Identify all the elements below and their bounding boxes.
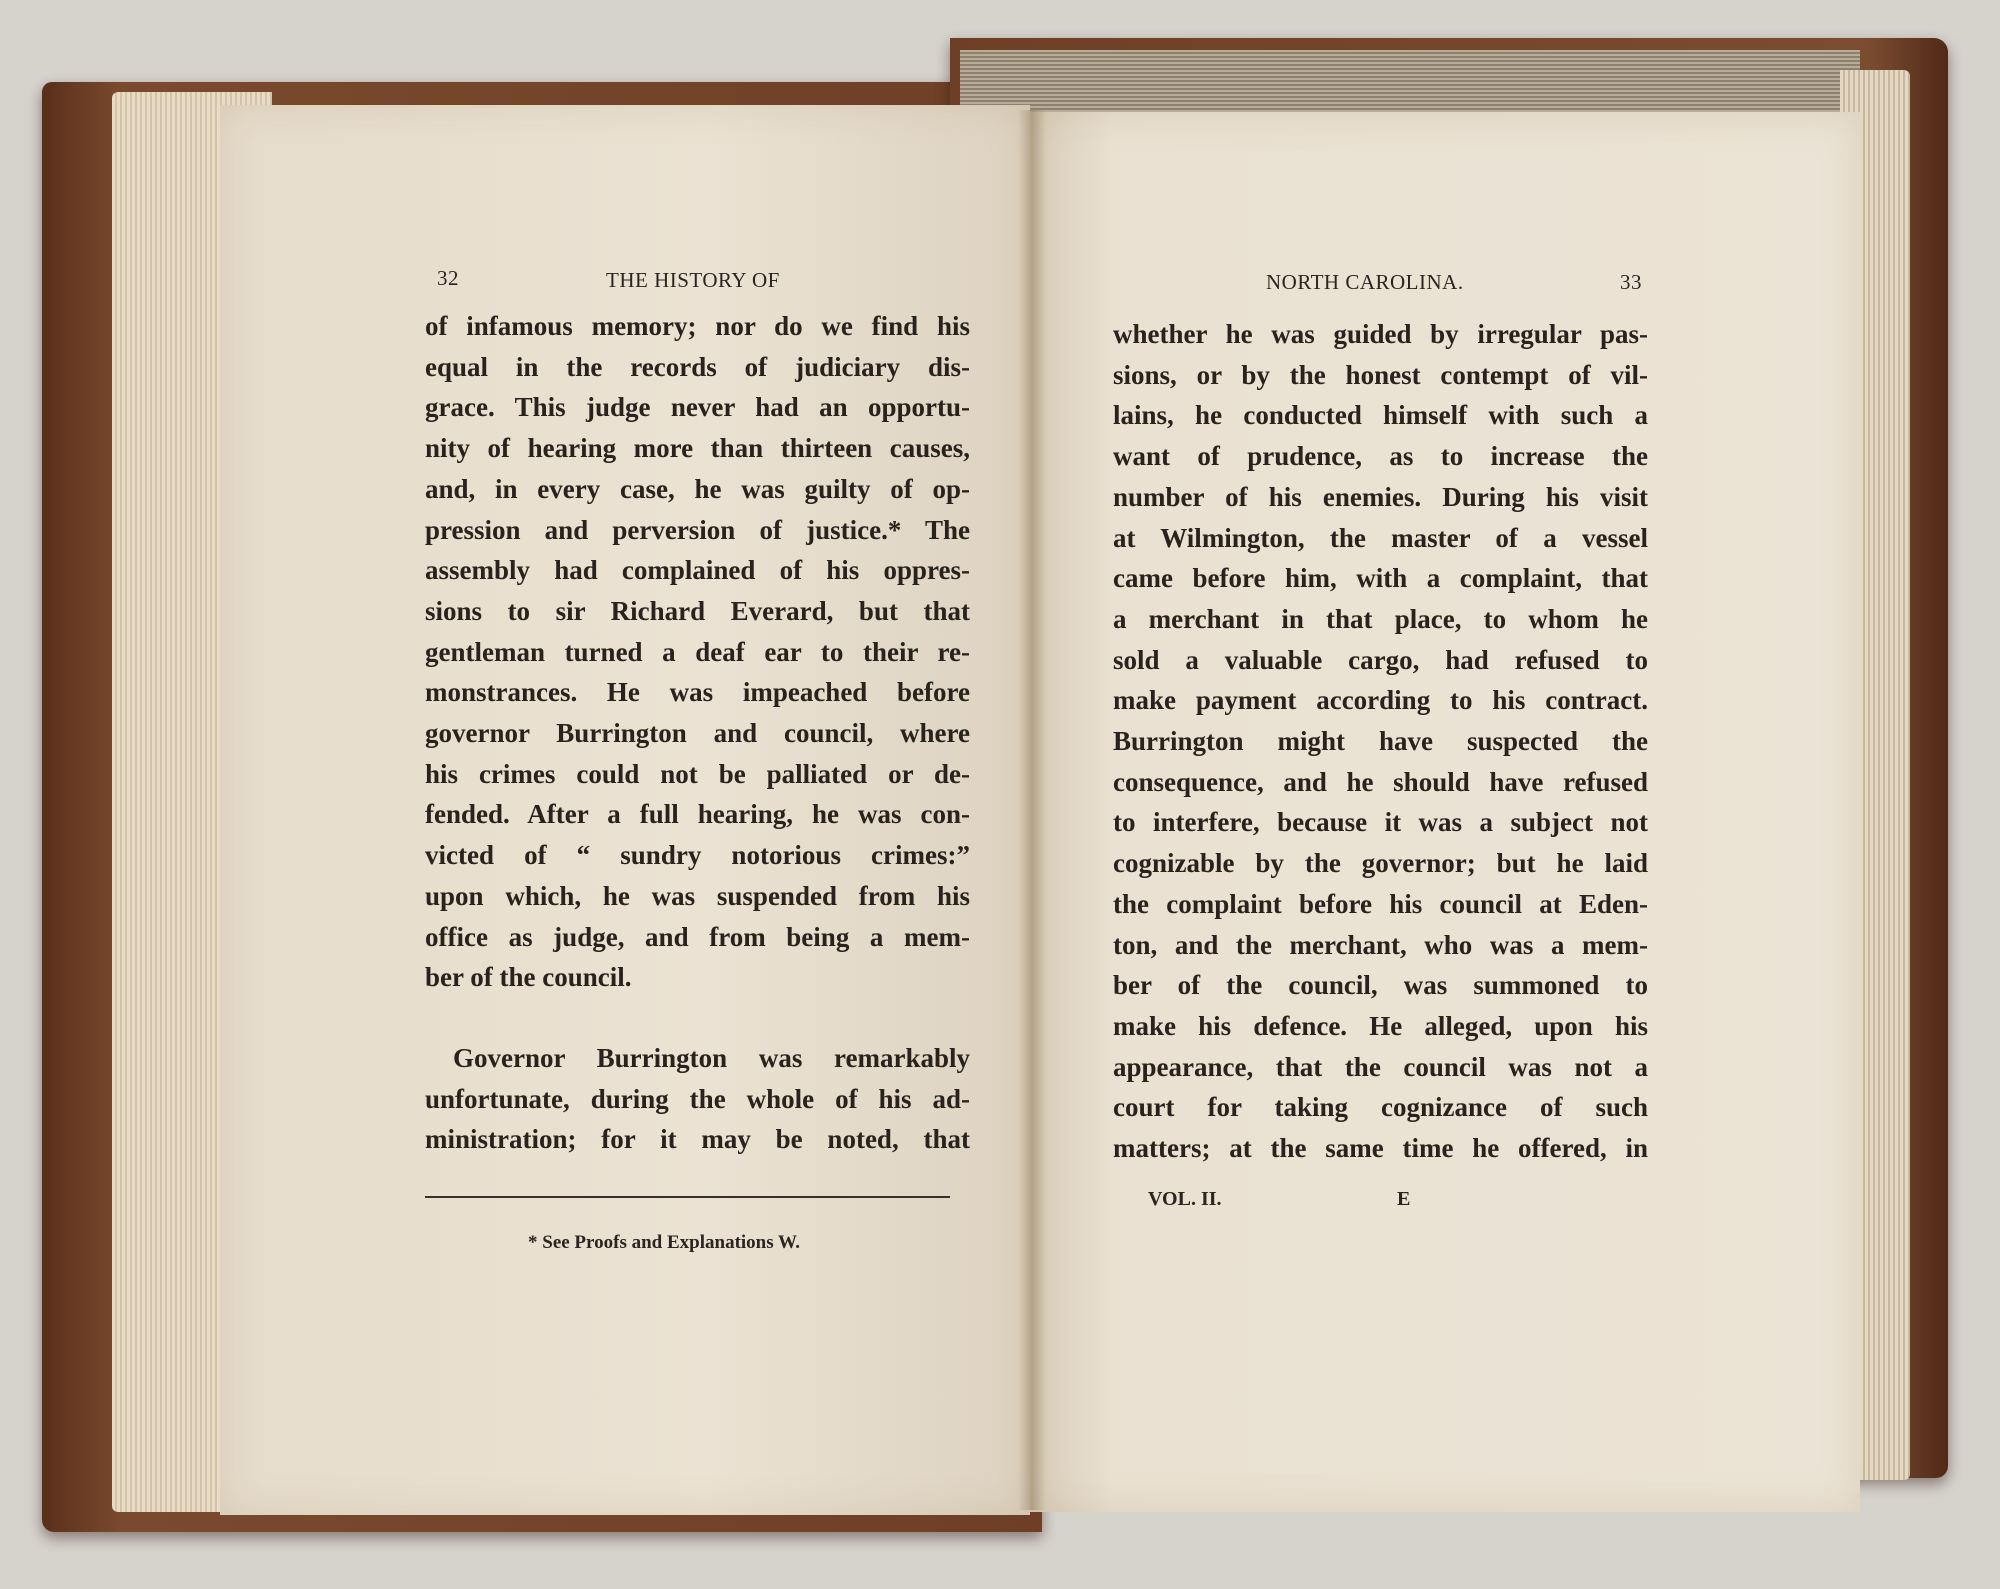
text-line: equal in the records of judiciary dis- <box>425 351 970 382</box>
footnote: * See Proofs and Explanations W. <box>528 1232 801 1253</box>
text-line: gentleman turned a deaf ear to their re- <box>425 636 970 667</box>
right-page-number: 33 <box>1620 270 1642 294</box>
text-line: sions, or by the honest contempt of vil- <box>1113 359 1648 390</box>
left-page-number: 32 <box>437 266 459 290</box>
text-line: want of prudence, as to increase the <box>1113 441 1648 472</box>
right-page-body <box>1113 314 1648 1169</box>
text-line: pression and perversion of justice.* The <box>425 514 970 545</box>
text-line: court for taking cognizance of such <box>1113 1092 1648 1123</box>
text-line: monstrances. He was impeached before <box>425 677 970 708</box>
left-page-body <box>425 306 970 1160</box>
text-line: matters; at the same time he offered, in <box>1113 1133 1648 1164</box>
text-line: ton, and the merchant, who was a mem- <box>1113 929 1648 960</box>
text-line: his crimes could not be palliated or de- <box>425 758 970 789</box>
text-line: upon which, he was suspended from his <box>425 880 970 911</box>
text-line: fended. After a full hearing, he was con- <box>425 799 970 830</box>
text-line: make payment according to his contract. <box>1113 685 1648 716</box>
text-line: of infamous memory; nor do we find his <box>425 311 970 341</box>
text-line: a merchant in that place, to whom he <box>1113 603 1648 634</box>
text-line: grace. This judge never had an opportu- <box>425 392 970 423</box>
page-edges-top <box>960 50 1860 120</box>
text-line: victed of “ sundry notorious crimes:” <box>425 840 970 871</box>
text-line: sold a valuable cargo, had refused to <box>1113 644 1648 675</box>
text-line: office as judge, and from being a mem- <box>425 921 970 952</box>
text-line: sions to sir Richard Everard, but that <box>425 595 970 626</box>
text-line: the complaint before his council at Eden- <box>1113 888 1648 919</box>
text-line: whether he was guided by irregular pas- <box>1113 319 1648 349</box>
text-line: Burrington might have suspected the <box>1113 726 1648 757</box>
text-line: consequence, and he should have refused <box>1113 766 1648 797</box>
book-gutter <box>1018 110 1046 1510</box>
text-line: ministration; for it may be noted, that <box>425 1124 970 1155</box>
text-line: came before him, with a complaint, that <box>1113 563 1648 594</box>
right-running-head: NORTH CAROLINA. <box>1266 270 1464 294</box>
text-line: cognizable by the governor; but he laid <box>1113 848 1648 879</box>
left-running-head: THE HISTORY OF <box>606 268 780 292</box>
volume-signature: VOL. II. <box>1148 1188 1222 1210</box>
text-line: nity of hearing more than thirteen causes, <box>425 433 970 464</box>
text-line: appearance, that the council was not a <box>1113 1051 1648 1082</box>
text-line: unfortunate, during the whole of his ad- <box>425 1083 970 1114</box>
text-line: assembly had complained of his oppres- <box>425 555 970 586</box>
text-line: lains, he conducted himself with such a <box>1113 400 1648 431</box>
footnote-rule <box>425 1196 950 1198</box>
text-line: governor Burrington and council, where <box>425 718 970 749</box>
text-line: at Wilmington, the master of a vessel <box>1113 522 1648 553</box>
text-line: and, in every case, he was guilty of op- <box>425 473 970 504</box>
text-line: ber of the council, was summoned to <box>1113 970 1648 1001</box>
text-line: to interfere, because it was a subject not <box>1113 807 1648 838</box>
text-line: ber of the council. <box>425 962 632 993</box>
signature-mark: E <box>1397 1188 1411 1210</box>
text-line: number of his enemies. During his visit <box>1113 481 1648 512</box>
text-line: make his defence. He alleged, upon his <box>1113 1010 1648 1041</box>
text-line: Governor Burrington was remarkably <box>453 1042 970 1073</box>
